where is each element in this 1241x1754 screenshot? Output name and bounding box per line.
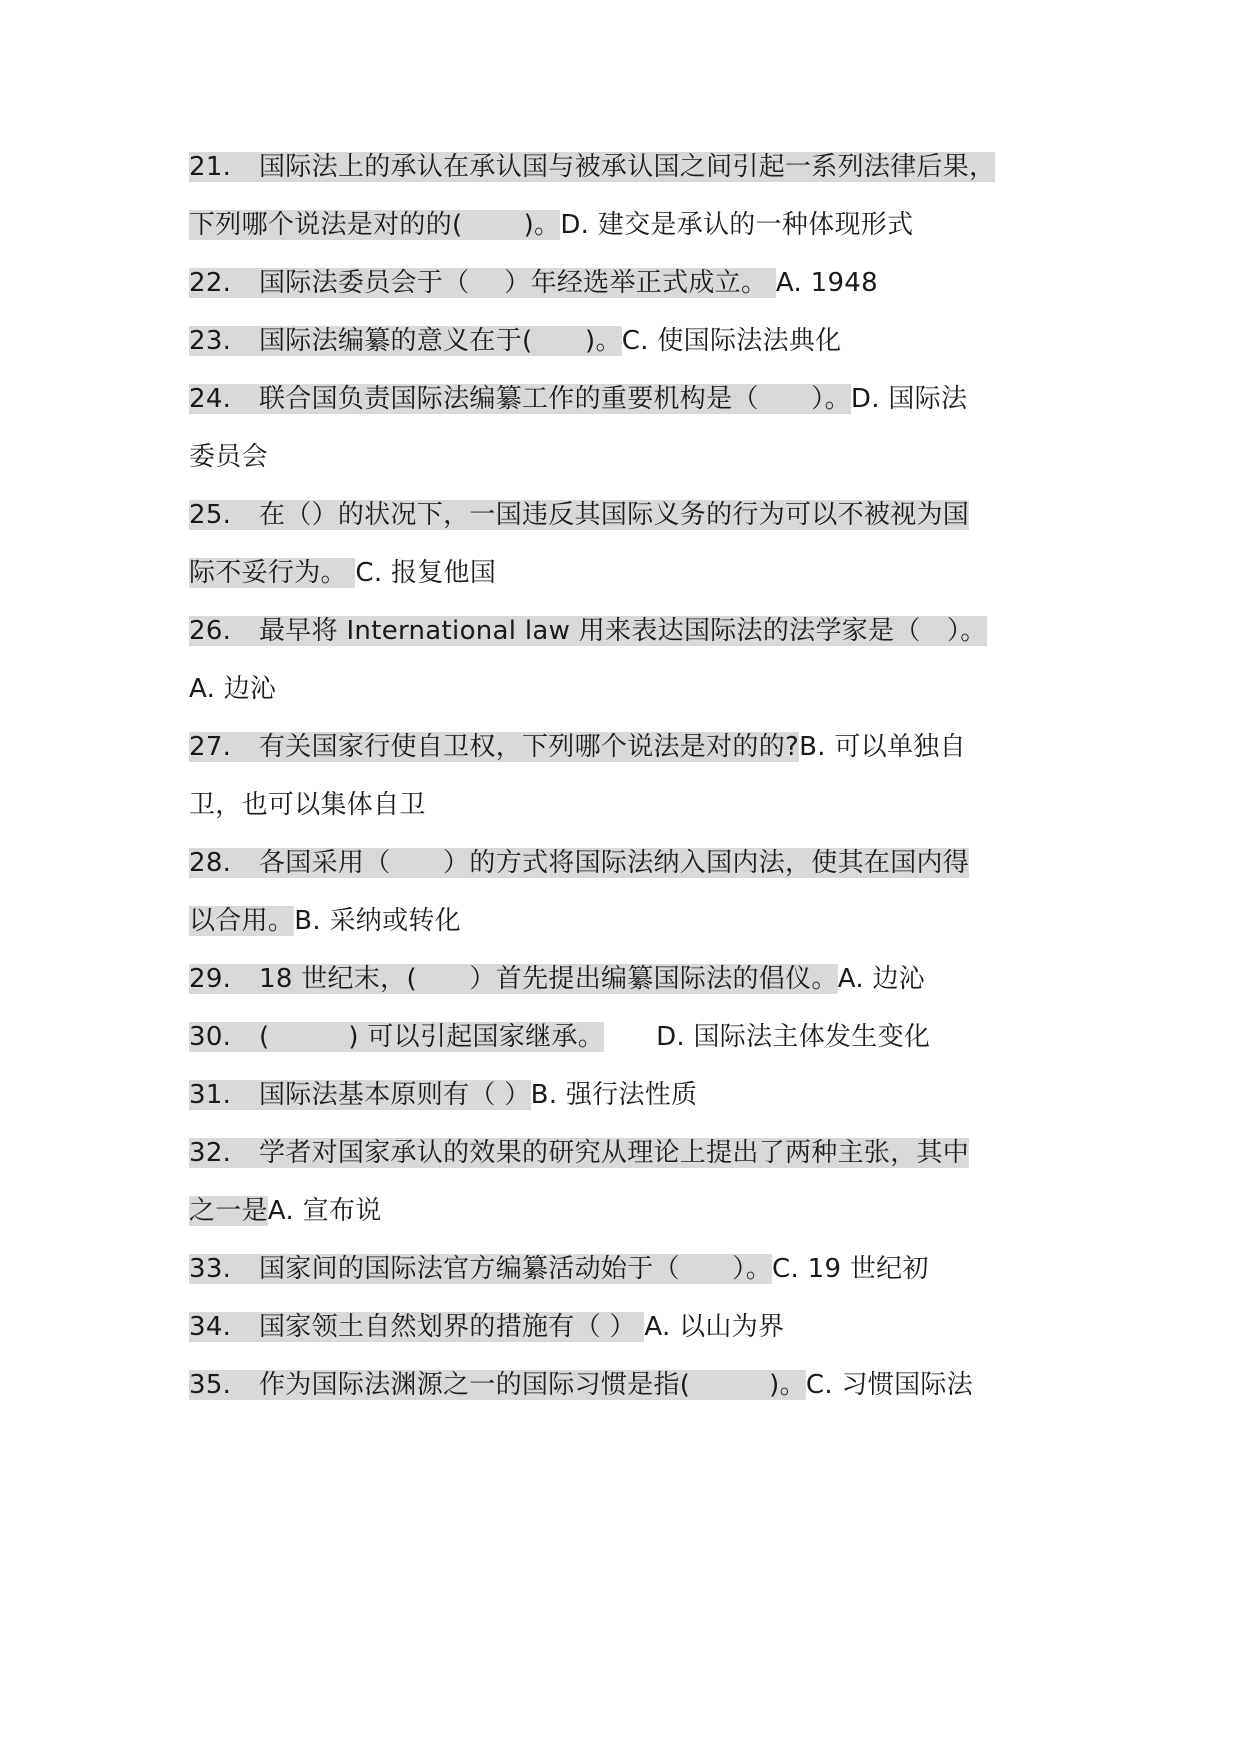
answer-text: C. 报复他国 [355, 558, 497, 588]
question-text: 国际法基本原则有（ ） [259, 1080, 531, 1110]
question-text: 作为国际法渊源之一的国际习惯是指( )。 [259, 1370, 806, 1400]
question-number: 27. [189, 732, 232, 762]
question-28-text [189, 848, 969, 878]
question-30-text [189, 1022, 604, 1052]
question-29-line [189, 957, 925, 1001]
question-27-line-2 [189, 783, 426, 827]
answer-text: A. 宣布说 [267, 1196, 382, 1226]
question-33-text [189, 1254, 772, 1284]
question-30-line [189, 1015, 930, 1059]
question-35-text [189, 1370, 806, 1400]
question-28-line-1 [189, 841, 969, 885]
question-25-line-1 [189, 493, 969, 537]
question-text: 各国采用（ ）的方式将国际法纳入国内法，使其在国内得 [259, 848, 970, 878]
question-text: 学者对国家承认的效果的研究从理论上提出了两种主张，其中 [259, 1138, 970, 1168]
answer-text: D. 建交是承认的一种体现形式 [560, 210, 914, 240]
question-text: 际不妥行为。 [189, 558, 356, 588]
question-text: 以合用。 [189, 906, 295, 936]
question-number: 31. [189, 1080, 232, 1110]
answer-text: D. 国际法 [850, 384, 968, 414]
question-text: 18 世纪末，( ）首先提出编纂国际法的倡仪。 [259, 964, 838, 994]
question-32-line-2 [189, 1189, 382, 1233]
answer-text: A. 边沁 [189, 674, 277, 704]
question-number: 28. [189, 848, 232, 878]
question-33-line [189, 1247, 929, 1291]
answer-text: C. 使国际法法典化 [621, 326, 842, 356]
question-25-text [189, 500, 969, 530]
question-26-line-2 [189, 667, 276, 711]
question-21-line-2 [189, 203, 913, 247]
question-21-line-1 [189, 145, 995, 189]
question-28-line-2 [189, 899, 461, 943]
question-31-text [189, 1080, 531, 1110]
question-number: 35. [189, 1370, 232, 1400]
answer-text: A. 以山为界 [644, 1312, 785, 1342]
question-27-text [189, 732, 799, 762]
answer-text: D. 国际法主体发生变化 [656, 1022, 931, 1052]
answer-text: A. 边沁 [837, 964, 926, 994]
answer-text: B. 可以单独自 [799, 732, 966, 762]
question-text: 有关国家行使自卫权，下列哪个说法是对的的? [259, 732, 800, 762]
question-text: 国际法编纂的意义在于( )。 [259, 326, 622, 356]
question-26-line-1 [189, 609, 987, 653]
question-34-line [189, 1305, 784, 1349]
question-text: 最早将 International law 用来表达国际法的法学家是（ ）。 [259, 616, 987, 646]
question-34-text [189, 1312, 644, 1342]
question-31-line [189, 1073, 697, 1117]
question-number: 21. [189, 152, 232, 182]
question-27-line-1 [189, 725, 966, 769]
question-number: 34. [189, 1312, 232, 1342]
answer-text: B. 强行法性质 [530, 1080, 698, 1110]
question-24-text [189, 384, 851, 414]
question-text: 国家领土自然划界的措施有（ ） [259, 1312, 645, 1342]
answer-text: B. 采纳或转化 [294, 906, 461, 936]
question-text: 国际法委员会于（ ）年经选举正式成立。 [259, 268, 776, 298]
question-text: ( ) 可以引起国家继承。 [259, 1022, 605, 1052]
question-24-line-1 [189, 377, 967, 421]
question-text: 国家间的国际法官方编纂活动始于（ ）。 [259, 1254, 773, 1284]
question-26-text [189, 616, 987, 646]
question-text: 联合国负责国际法编纂工作的重要机构是（ ）。 [259, 384, 851, 414]
question-23-line [189, 319, 841, 363]
question-number: 32. [189, 1138, 232, 1168]
question-25-line-2 [189, 551, 496, 595]
question-number: 33. [189, 1254, 232, 1284]
question-text: 国际法上的承认在承认国与被承认国之间引起一系列法律后果， [259, 152, 996, 182]
question-23-text [189, 326, 622, 356]
question-number: 25. [189, 500, 232, 530]
answer-text: 委员会 [189, 442, 268, 472]
question-number: 23. [189, 326, 232, 356]
question-text: 在（）的状况下，一国违反其国际义务的行为可以不被视为国 [259, 500, 970, 530]
question-21-text [189, 152, 995, 182]
question-number: 22. [189, 268, 232, 298]
question-32-line-1 [189, 1131, 969, 1175]
question-number: 24. [189, 384, 232, 414]
question-24-line-2 [189, 435, 268, 479]
question-22-line [189, 261, 878, 305]
question-29-text [189, 964, 838, 994]
question-number: 29. [189, 964, 232, 994]
answer-text: 卫，也可以集体自卫 [189, 790, 426, 820]
question-text: 之一是 [189, 1196, 268, 1226]
answer-text: A. 1948 [775, 268, 878, 298]
answer-text: C. 习惯国际法 [805, 1370, 973, 1400]
question-number: 30. [189, 1022, 232, 1052]
answer-text: C. 19 世纪初 [772, 1254, 929, 1284]
question-text: 下列哪个说法是对的的( )。 [189, 210, 561, 240]
question-22-text [189, 268, 776, 298]
question-32-text [189, 1138, 969, 1168]
question-number: 26. [189, 616, 232, 646]
question-35-line [189, 1363, 973, 1407]
